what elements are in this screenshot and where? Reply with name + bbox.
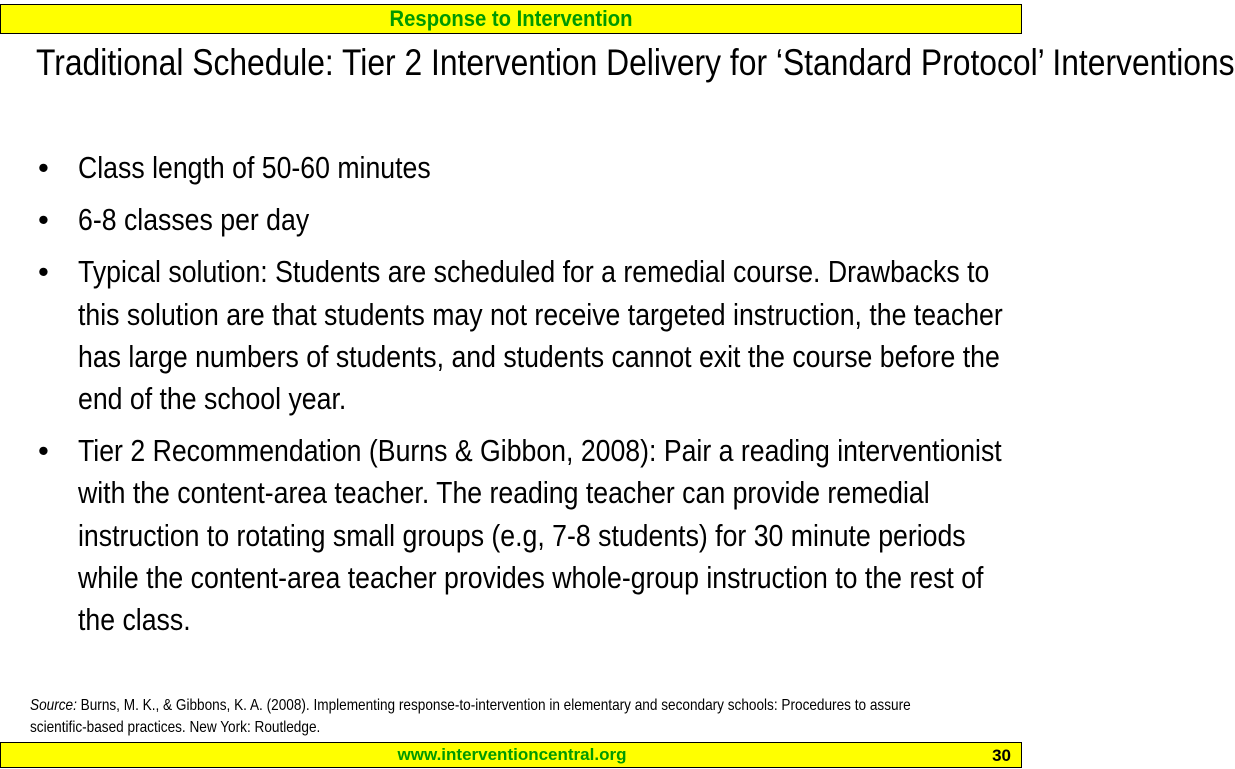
- bullet-list: [0, 147, 1024, 651]
- bullet-marker: •: [38, 202, 49, 238]
- bullet-marker: •: [38, 254, 49, 290]
- bullet-text: Typical solution: Students are scheduled for a remedial course. Drawbacks to this solution are that students may not receive targeted instruction, the teacher has large numbers of students, and students cannot exit the course before the end of the school year.: [78, 254, 1003, 417]
- bullet-marker: •: [38, 150, 49, 185]
- bullet-text: 6-8 classes per day: [78, 202, 310, 238]
- page-number: 30: [992, 746, 1011, 765]
- bullet-marker: •: [38, 433, 49, 469]
- footer-banner: [0, 742, 1022, 768]
- bullet-item: [0, 147, 1024, 189]
- bullet-text: Tier 2 Recommendation (Burns & Gibbon, 2008): Pair a reading interventionist with the content-area teacher. The reading teacher can provide remedial instruction to rotating small groups (e.g, 7-8 students) for 30 minute periods while the content-area teacher provides whole-group instruction to the rest of the class.: [78, 433, 1002, 638]
- source-citation: [30, 695, 931, 739]
- header-banner: [0, 4, 1022, 34]
- bullet-item: [0, 251, 1024, 420]
- source-label: Source:: [30, 697, 77, 714]
- header-title: Response to Intervention: [389, 6, 633, 31]
- source-text: Burns, M. K., & Gibbons, K. A. (2008). Implementing response-to-intervention in elementary and secondary schools: Procedures to assure scientific-based practices. New York: Routledge.: [30, 697, 911, 736]
- footer-url-link[interactable]: www.interventioncentral.org: [397, 745, 627, 764]
- bullet-item: [0, 430, 1024, 641]
- slide-title: Traditional Schedule: Tier 2 Intervention Delivery for ‘Standard Protocol’ Interventions: [36, 42, 1235, 83]
- bullet-item: [0, 199, 1024, 241]
- bullet-text: Class length of 50-60 minutes: [78, 150, 431, 185]
